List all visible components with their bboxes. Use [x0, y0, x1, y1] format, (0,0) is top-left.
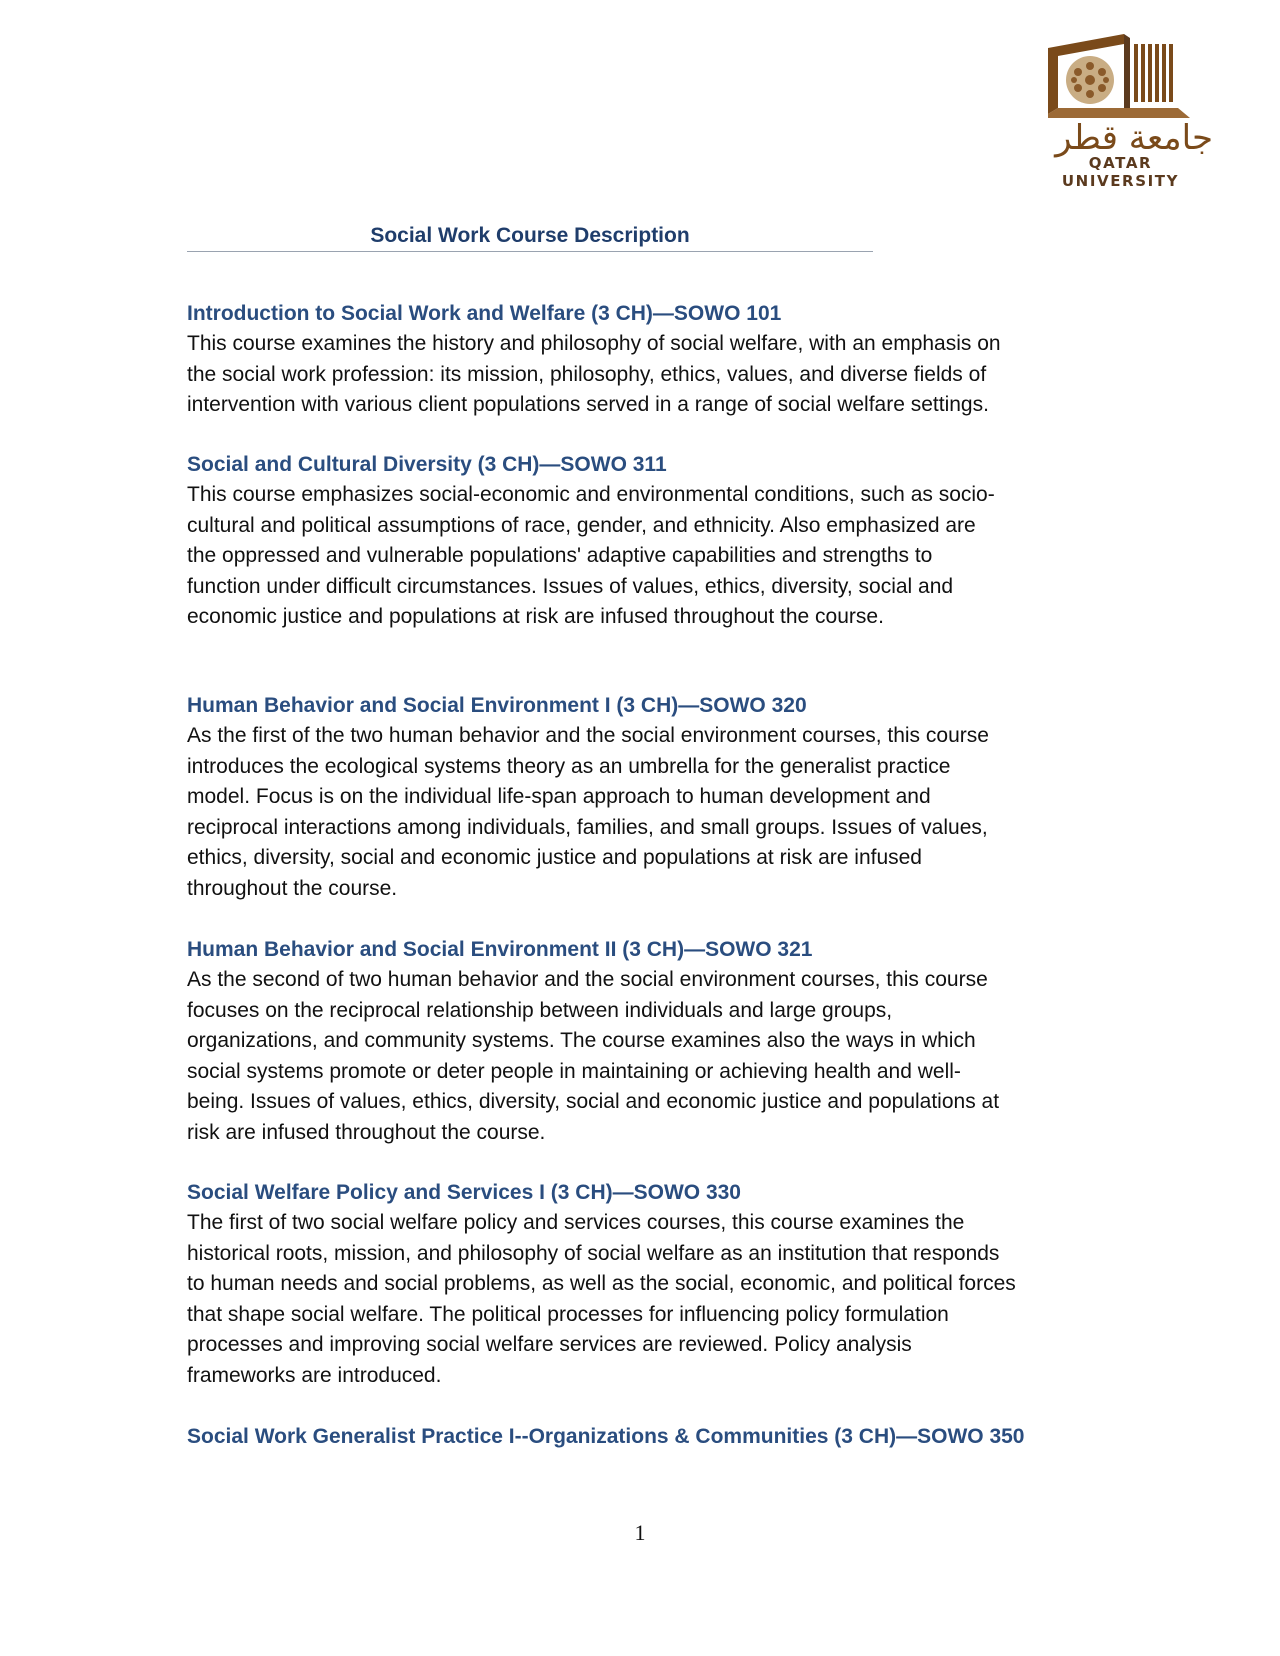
course-description — [187, 329, 1107, 421]
description-line: economic justice and populations at risk are infused throughout the course. — [187, 605, 884, 629]
description-line: This course examines the history and philosophy of social welfare, with an emphasis on — [187, 332, 1001, 355]
description-line: historical roots, mission, and philosophy of social welfare as an institution that responds — [187, 1241, 1000, 1265]
description-line: to human needs and social problems, as well as the social, economic, and political forces — [187, 1272, 1016, 1296]
course-description — [187, 965, 1107, 1149]
logo-latin-text: QATAR UNIVERSITY — [1061, 154, 1180, 190]
description-line: the oppressed and vulnerable populations' adaptive capabilities and strengths to — [187, 544, 933, 568]
course-description — [187, 721, 1107, 905]
course-section — [187, 299, 1107, 421]
page-number: 1 — [634, 1520, 646, 1545]
course-section — [187, 691, 1107, 905]
description-line: intervention with various client populations served in a range of social welfare settings. — [187, 393, 989, 417]
course-heading: Social Welfare Policy and Services I (3 CH)—SOWO 330 — [187, 1181, 741, 1204]
course-section — [187, 450, 1107, 633]
description-line: This course emphasizes social-economic and environmental conditions, such as socio- — [187, 483, 995, 506]
description-line: being. Issues of values, ethics, diversity, social and economic justice and populations at — [187, 1090, 1000, 1114]
course-section — [187, 1422, 1107, 1452]
logo-arabic-text: جامعة قطر — [1055, 118, 1213, 158]
title-underline — [187, 251, 873, 252]
page-title: Social Work Course Description — [370, 224, 690, 247]
description-line: the social work profession: its mission, philosophy, ethics, values, and diverse fields of — [187, 362, 987, 386]
description-line: frameworks are introduced. — [187, 1363, 442, 1387]
description-line: introduces the ecological systems theory as an umbrella for the generalist practice — [187, 754, 951, 778]
description-line: organizations, and community systems. The course examines also the ways in which — [187, 1029, 976, 1053]
description-line: risk are infused throughout the course. — [187, 1120, 546, 1144]
description-line: cultural and political assumptions of race, gender, and ethnicity. Also emphasized are — [187, 513, 976, 537]
description-line: The first of two social welfare policy and services courses, this course examines the — [187, 1211, 965, 1234]
course-section — [187, 935, 1107, 1149]
description-line: ethics, diversity, social and economic justice and populations at risk are infused — [187, 846, 922, 870]
course-section — [187, 1178, 1107, 1392]
description-line: As the first of the two human behavior and the social environment courses, this course — [187, 724, 989, 747]
description-line: processes and improving social welfare services are reviewed. Policy analysis — [187, 1333, 912, 1357]
description-line: social systems promote or deter people in maintaining or achieving health and well- — [187, 1059, 961, 1083]
course-heading: Social Work Generalist Practice I--Organizations & Communities (3 CH)—SOWO 350 — [187, 1425, 1025, 1448]
qatar-university-logo — [1028, 30, 1218, 190]
logo-emblem-icon — [1028, 30, 1218, 120]
course-heading: Social and Cultural Diversity (3 CH)—SOWO 311 — [187, 453, 667, 476]
description-line: model. Focus is on the individual life-span approach to human development and — [187, 785, 931, 809]
course-heading: Human Behavior and Social Environment I (3 CH)—SOWO 320 — [187, 694, 807, 717]
description-line: function under difficult circumstances. Issues of values, ethics, diversity, social and — [187, 574, 954, 598]
course-description — [187, 1208, 1107, 1392]
course-heading: Human Behavior and Social Environment II (3 CH)—SOWO 321 — [187, 938, 813, 961]
course-heading: Introduction to Social Work and Welfare (3 CH)—SOWO 101 — [187, 302, 782, 325]
description-line: throughout the course. — [187, 876, 398, 900]
description-line: that shape social welfare. The political processes for influencing policy formulation — [187, 1302, 949, 1326]
description-line: reciprocal interactions among individuals, families, and small groups. Issues of values, — [187, 815, 988, 839]
description-line: As the second of two human behavior and the social environment courses, this course — [187, 968, 988, 991]
description-line: focuses on the reciprocal relationship between individuals and large groups, — [187, 998, 893, 1022]
course-description — [187, 480, 1107, 633]
